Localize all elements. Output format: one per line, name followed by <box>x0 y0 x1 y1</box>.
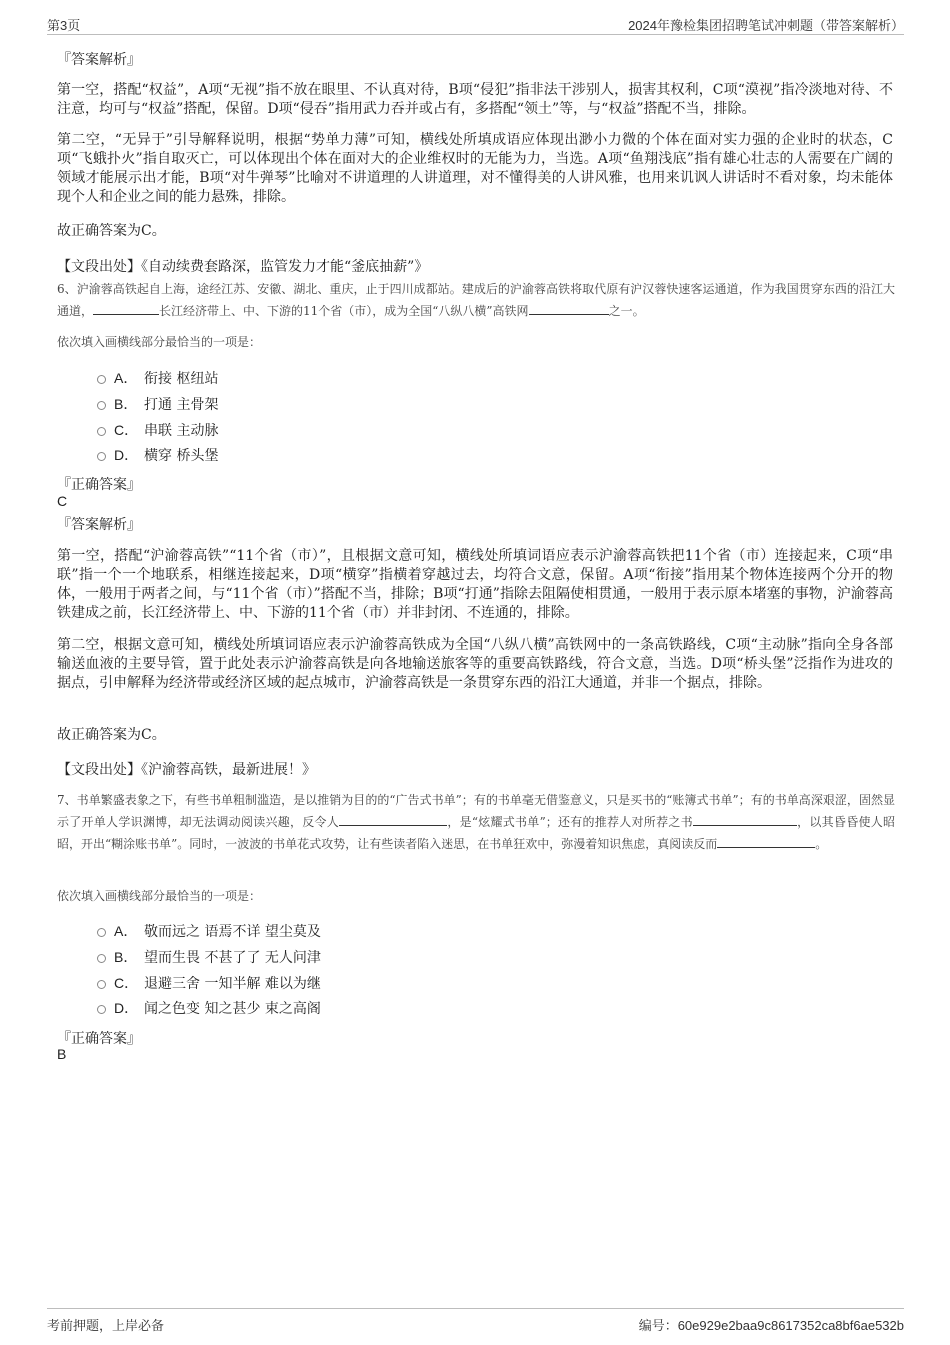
page-header <box>47 14 904 35</box>
q7-option-a[interactable]: A． 敬而远之 语焉不详 望尘莫及 <box>97 922 321 940</box>
q6-prompt: 依次填入画横线部分最恰当的一项是： <box>57 335 262 349</box>
q6-answer: C <box>57 493 68 509</box>
radio-button-icon[interactable] <box>97 928 106 937</box>
radio-button-icon[interactable] <box>97 954 106 963</box>
q6-analysis-label: 『答案解析』 <box>57 517 141 533</box>
q7-prompt: 依次填入画横线部分最恰当的一项是： <box>57 889 262 903</box>
q7-question-text: 7、书单繁盛表象之下，有些书单粗制滥造，是以推销为目的的“广告式书单”；有的书单毫无借鉴意义，只是买书的“账簿式书单”；有的书单高深艰涩，固然显示了开单人学识渊博，却无法调动阅读兴趣，反令人 ，是“炫耀式书单”；还有的推荐人对所荐之书 ，以其昏昏使人昭昭，开出“糊涂账书单”。同时，一波波的书单花式攻势，让有些读者陷入迷思，在书单狂欢中，弥漫着知识焦虑，真阅读反而 。 <box>57 793 895 851</box>
radio-button-icon[interactable] <box>97 401 106 410</box>
q5-source: 【文段出处】《自动续费套路深，监管发力才能“釜底抽薪”》 <box>57 259 429 275</box>
radio-button-icon[interactable] <box>97 427 106 436</box>
q6-option-b[interactable]: B． 打通 主骨架 <box>97 395 218 413</box>
radio-button-icon[interactable] <box>97 1005 106 1014</box>
footer-slogan: 考前押题，上岸必备 <box>47 1318 165 1333</box>
page-footer <box>47 1308 904 1333</box>
q7-option-d[interactable]: D． 闻之色变 知之甚少 束之高阁 <box>97 999 321 1017</box>
q6-answer-label: 『正确答案』 <box>57 477 141 493</box>
radio-button-icon[interactable] <box>97 980 106 989</box>
page-number: 第3页 <box>47 18 81 33</box>
q7-answer-label: 『正确答案』 <box>57 1031 141 1047</box>
q6-option-c[interactable]: C． 串联 主动脉 <box>97 421 218 439</box>
q7-blank-3 <box>717 833 815 848</box>
q7-option-c[interactable]: C． 退避三舍 一知半解 难以为继 <box>97 974 321 992</box>
q6-analysis-para-1: 第一空，搭配“沪渝蓉高铁”“11个省（市）”，且根据文意可知，横线处所填词语应表示沪渝蓉高铁把11个省（市）连接起来，C项“串联”指一个一个地联系，相继连接起来，D项“横穿”指横着穿越过去，均符合文意，保留。A项“衔接”指用某个物体连接两个分开的物体，一般用于两者之间，与“11个省（市）”搭配不当，排除；B项“打通”指除去阻隔使相贯通，一般用于表示原本堵塞的事物，沪渝蓉高铁建成之前，长江经济带上、中、下游的11个省（市）并非封闭、不连通的，排除。 <box>57 548 893 621</box>
radio-button-icon[interactable] <box>97 375 106 384</box>
q6-option-d[interactable]: D． 横穿 桥头堡 <box>97 446 218 464</box>
q5-conclusion: 故正确答案为C。 <box>57 223 166 239</box>
document-title: 2024年豫检集团招聘笔试冲刺题（带答案解析） <box>628 18 904 33</box>
q6-question-text: 6、沪渝蓉高铁起自上海，途经江苏、安徽、湖北、重庆，止于四川成都站。建成后的沪渝蓉高铁将取代原有沪汉蓉快速客运通道，作为我国贯穿东西的沿江大通道， 长江经济带上、中、下游的11个省（市），成为全国“八纵八横”高铁网 之一。 <box>57 282 895 318</box>
q7-blank-2 <box>693 811 797 826</box>
q5-analysis-para-1: 第一空，搭配“权益”，A项“无视”指不放在眼里、不认真对待，B项“侵犯”指非法干涉别人，损害其权利，C项“漠视”指冷淡地对待、不注意，均可与“权益”搭配，保留。D项“侵吞”指用武力吞并或占有，多搭配“领土”等，与“权益”搭配不当，排除。 <box>57 82 893 117</box>
q6-option-a[interactable]: A． 衔接 枢纽站 <box>97 369 218 387</box>
radio-button-icon[interactable] <box>97 452 106 461</box>
q6-conclusion: 故正确答案为C。 <box>57 727 166 743</box>
document-id: 编号：60e929e2baa9c8617352ca8bf6ae532b <box>638 1318 904 1333</box>
q6-blank-2 <box>529 300 609 315</box>
q5-analysis-para-2: 第二空，“无异于”引导解释说明，根据“势单力薄”可知，横线处所填成语应体现出渺小力微的个体在面对实力强的企业时的状态，C项“飞蛾扑火”指自取灭亡，可以体现出个体在面对大的企业维权时的无能为力，当选。A项“鱼翔浅底”指有雄心壮志的人需要在广阔的领域才能展示出才能，B项“对牛弹琴”比喻对不讲道理的人讲道理，对不懂得美的人讲风雅，也用来讥讽人讲话时不看对象，均未能体现个人和企业之间的能力悬殊，排除。 <box>57 132 893 205</box>
q7-answer: B <box>57 1046 67 1062</box>
q5-analysis-label: 『答案解析』 <box>57 52 141 68</box>
q7-option-b[interactable]: B． 望而生畏 不甚了了 无人问津 <box>97 948 321 966</box>
q6-source: 【文段出处】《沪渝蓉高铁，最新进展！》 <box>57 762 316 778</box>
q6-analysis-para-2: 第二空，根据文意可知，横线处所填词语应表示沪渝蓉高铁成为全国“八纵八横”高铁网中的一条高铁路线，C项“主动脉”指向全身各部输送血液的主要导管，置于此处表示沪渝蓉高铁是向各地输送旅客等的重要高铁路线，符合文意，当选。D项“桥头堡”泛指作为进攻的据点，引申解释为经济带或经济区域的起点城市，沪渝蓉高铁是一条贯穿东西的沿江大通道，并非一个据点，排除。 <box>57 637 893 691</box>
q7-blank-1 <box>339 811 447 826</box>
q6-blank-1 <box>93 300 159 315</box>
